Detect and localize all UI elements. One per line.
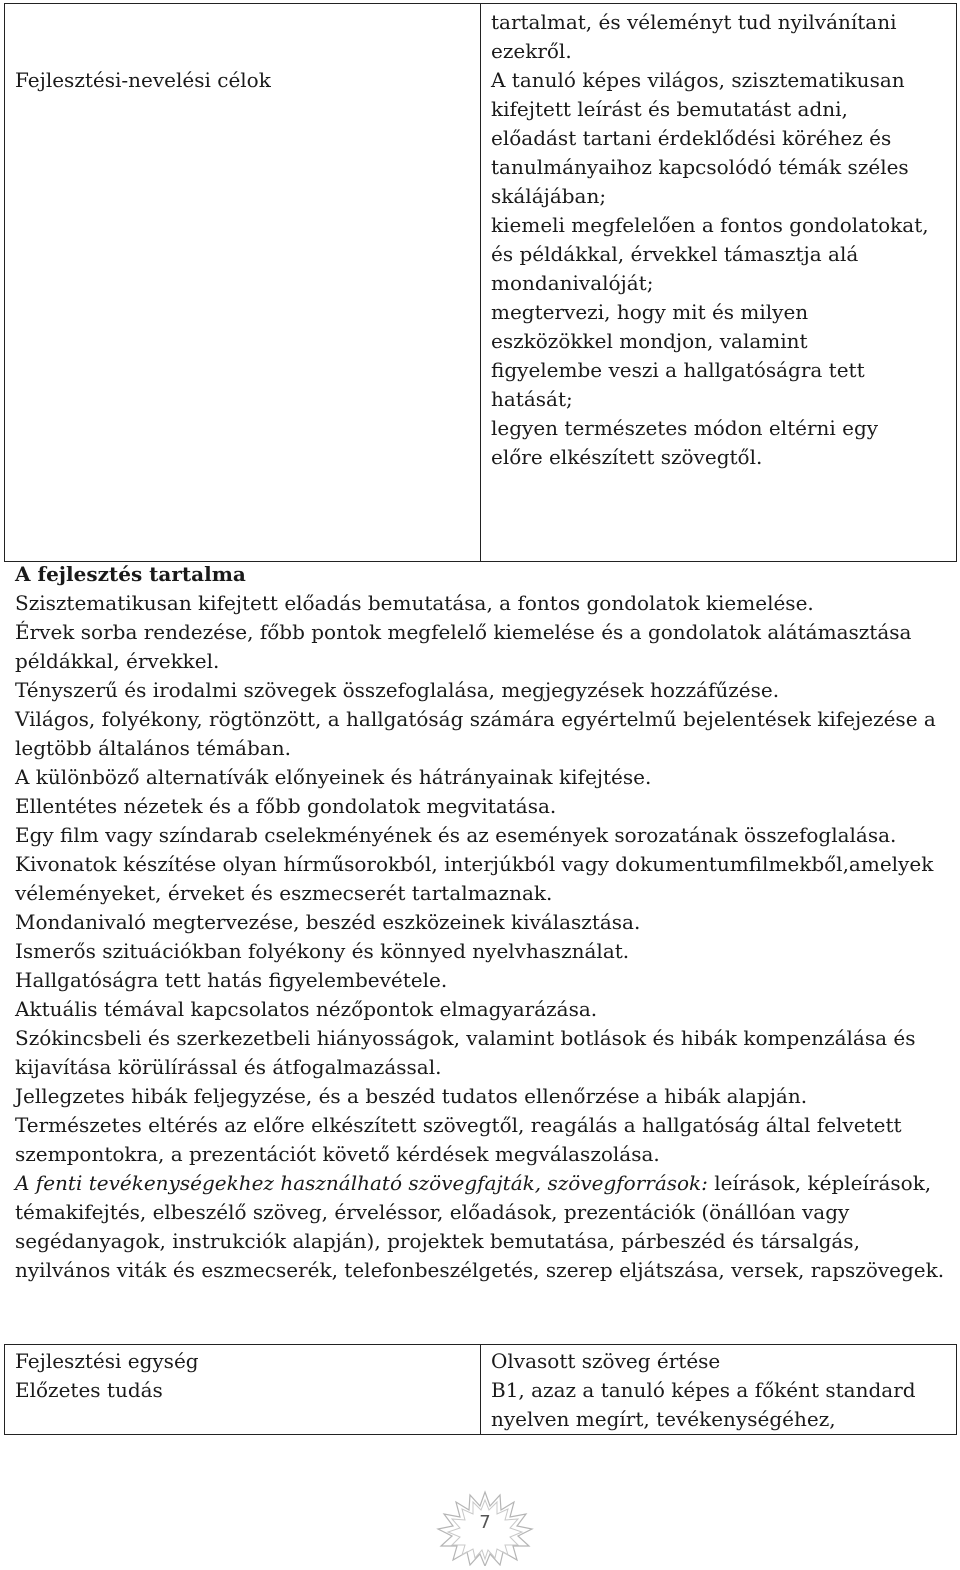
page-number: 7 [479,1512,491,1533]
content-paragraph: A különböző alternatívák előnyeinek és hátrányainak kifejtése. [15,765,652,789]
goals-line: hatását; [491,387,573,411]
text-types-paragraph [15,1169,950,1285]
goals-line: és példákkal, érvekkel támasztja alá [491,242,859,266]
goals-line: kiemeli megfelelően a fontos gondolatokat, [491,213,929,237]
goals-line: figyelembe veszi a hallgatóságra tett [491,358,865,382]
goals-line: megtervezi, hogy mit és milyen [491,300,809,324]
section-heading: A fejlesztés tartalma [15,562,246,586]
goals-line: ezekről. [491,39,572,63]
text-types-list: leírások, képleírások, témakifejtés, elbeszélő szöveg, érveléssor, előadások, prezentációk (önállóan vagy segédanyagok, instrukciók alapján), projektek bemutatása, párbeszéd és társalgás, nyilvános viták és eszmecserék, telefonbeszélgetés, szerep eljátszása, versek, rapszövegek. [15,1171,945,1282]
goals-line: legyen természetes módon eltérni egy [491,416,879,440]
goals-text-cell [481,4,957,562]
goals-line: előre elkészített szövegtől. [491,445,763,469]
content-paragraph: Aktuális témával kapcsolatos nézőpontok elmagyarázása. [15,997,598,1021]
prior-knowledge-label: Előzetes tudás [15,1378,163,1402]
goals-line: mondanivalóját; [491,271,654,295]
table-row [5,1345,957,1435]
goals-line: tanulmányaihoz kapcsolódó témák széles [491,155,909,179]
content-paragraph: Egy film vagy színdarab cselekményének és az események sorozatának összefoglalása. [15,823,897,847]
goals-line: kifejtett leírást és bemutatást adni, [491,97,848,121]
content-paragraph: Természetes eltérés az előre elkészített szövegtől, reagálás a hallgatóság által felvetett szempontokra, a prezentációt követő kérdések megválaszolása. [15,1113,902,1166]
goals-line: eszközökkel mondjon, valamint [491,329,808,353]
unit-label: Fejlesztési egység [15,1349,199,1373]
goals-line: skálájában; [491,184,607,208]
content-paragraph: Ismerős szituációkban folyékony és könnyed nyelvhasználat. [15,939,630,963]
unit-table [4,1344,957,1435]
goals-label-cell [5,4,481,562]
goals-label: Fejlesztési-nevelési célok [15,68,271,92]
content-paragraph: Kivonatok készítése olyan hírműsorokból, interjúkból vagy dokumentumfilmekből,amelyek véleményeket, érveket és eszmecserét tartalmaznak. [15,852,934,905]
unit-value: Olvasott szöveg értése [491,1349,721,1373]
page-footer [430,1490,540,1566]
goals-line: tartalmat, és véleményt tud nyilvánítani [491,10,897,34]
goals-line: A tanuló képes világos, szisztematikusan [491,68,905,92]
table-row [5,4,957,562]
goals-line: előadást tartani érdeklődési köréhez és [491,126,892,150]
content-paragraph: Mondanivaló megtervezése, beszéd eszközeinek kiválasztása. [15,910,641,934]
prior-knowledge-line: nyelven megírt, tevékenységéhez, [491,1407,836,1431]
prior-knowledge-line: B1, azaz a tanuló képes a főként standard [491,1378,916,1402]
content-paragraph: Szókincsbeli és szerkezetbeli hiányosságok, valamint botlások és hibák kompenzálása és kijavítása körülírással és átfogalmazással. [15,1026,916,1079]
unit-value-cell [481,1345,957,1435]
content-paragraph: Jellegzetes hibák feljegyzése, és a beszéd tudatos ellenőrzése a hibák alapján. [15,1084,808,1108]
content-paragraph: Világos, folyékony, rögtönzött, a hallgatóság számára egyértelmű bejelentések kifejezése a legtöbb általános témában. [15,707,936,760]
content-paragraph: Érvek sorba rendezése, főbb pontok megfelelő kiemelése és a gondolatok alátámasztása példákkal, érvekkel. [15,620,912,673]
goals-table [4,3,957,562]
development-content-section [15,560,950,1285]
text-types-label: A fenti tevékenységekhez használható szövegfajták, szövegforrások: [15,1171,708,1195]
content-paragraph: Hallgatóságra tett hatás figyelembevétele. [15,968,448,992]
content-paragraph: Szisztematikusan kifejtett előadás bemutatása, a fontos gondolatok kiemelése. [15,591,814,615]
content-paragraph: Tényszerű és irodalmi szövegek összefoglalása, megjegyzések hozzáfűzése. [15,678,780,702]
content-paragraph: Ellentétes nézetek és a főbb gondolatok megvitatása. [15,794,557,818]
unit-label-cell [5,1345,481,1435]
